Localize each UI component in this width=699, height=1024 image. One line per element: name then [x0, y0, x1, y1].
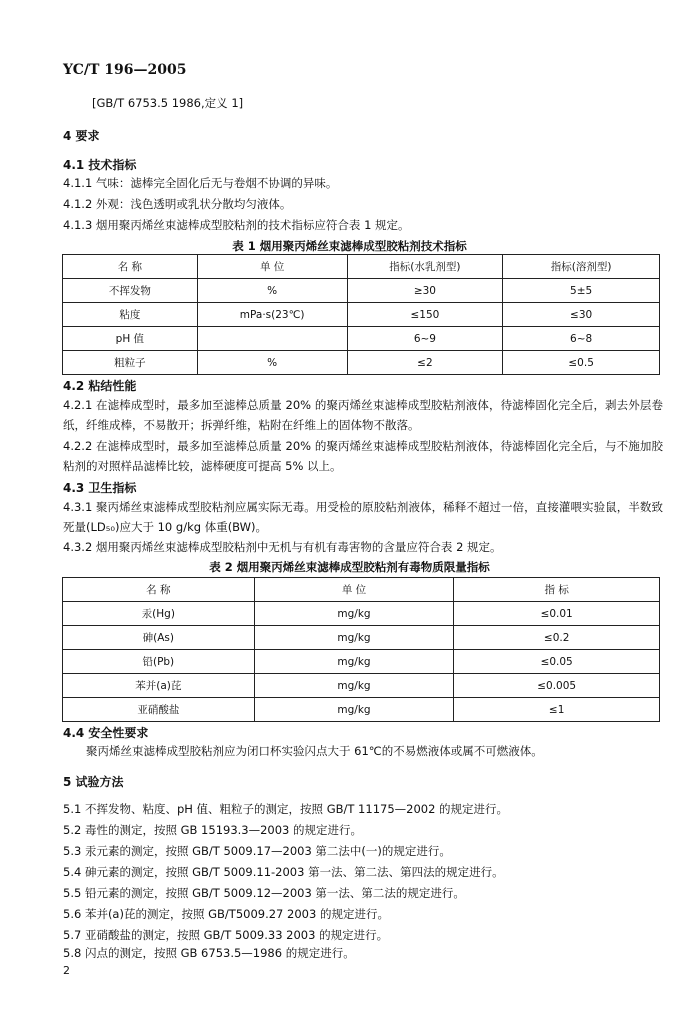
standard-code: YC/T 196—2005	[63, 62, 187, 78]
table-1	[62, 254, 660, 375]
table-cell: 汞(Hg)	[63, 602, 255, 626]
table-cell: 6~8	[503, 327, 660, 351]
section-4-4-title: 4.4 安全性要求	[63, 726, 149, 740]
table-cell: mPa·s(23℃)	[197, 303, 347, 327]
table-cell	[197, 327, 347, 351]
table-row	[63, 351, 660, 375]
table-cell: 铅(Pb)	[63, 650, 255, 674]
table-cell: ≥30	[347, 279, 503, 303]
table-cell: mg/kg	[254, 674, 454, 698]
reference-note: [GB/T 6753.5 1986,定义 1]	[92, 96, 244, 110]
table-header-cell: 名 称	[63, 255, 198, 279]
table-header-cell: 指标(水乳剂型)	[347, 255, 503, 279]
clause-4-3-1: 4.3.1 聚丙烯丝束滤棒成型胶粘剂应属实际无毒。用受检的原胶粘剂液体，稀释不超过一倍，直接灌喂实验鼠，半数致死量(LD₅₀)应大于 10 g/kg 体重(BW)。	[63, 500, 663, 534]
table-row	[63, 674, 660, 698]
clause-5-7: 5.7 亚硝酸盐的测定，按照 GB/T 5009.33 2003 的规定进行。	[63, 928, 389, 942]
clause-5-4: 5.4 砷元素的测定，按照 GB/T 5009.11-2003 第一法、第二法、第四法的规定进行。	[63, 865, 504, 879]
section-4-1-title: 4.1 技术指标	[63, 158, 137, 172]
section-4-3-title: 4.3 卫生指标	[63, 481, 137, 495]
table-row	[63, 279, 660, 303]
table-header-row	[63, 578, 660, 602]
table-cell: ≤150	[347, 303, 503, 327]
clause-4-2-2: 4.2.2 在滤棒成型时，最多加至滤棒总质量 20% 的聚丙烯丝束滤棒成型胶粘剂液体，待滤棒固化完全后，与不施加胶粘剂的对照样品滤棒比较，滤棒硬度可提高 5% 以上。	[63, 439, 663, 473]
table-cell: mg/kg	[254, 626, 454, 650]
clause-4-1-3: 4.1.3 烟用聚丙烯丝束滤棒成型胶粘剂的技术指标应符合表 1 规定。	[63, 218, 410, 232]
table-header-row	[63, 255, 660, 279]
table-header-cell: 指 标	[454, 578, 660, 602]
table-cell: ≤30	[503, 303, 660, 327]
table-row	[63, 327, 660, 351]
table-row	[63, 626, 660, 650]
table-2-caption: 表 2 烟用聚丙烯丝束滤棒成型胶粘剂有毒物质限量指标	[209, 560, 490, 574]
section-4-2-title: 4.2 粘结性能	[63, 379, 137, 393]
clause-4-2-1: 4.2.1 在滤棒成型时，最多加至滤棒总质量 20% 的聚丙烯丝束滤棒成型胶粘剂液体，待滤棒固化完全后，剥去外层卷纸，纤维成棒，不易散开；拆弹纤维，粘附在纤维上的固体物不散落。	[63, 398, 663, 432]
table-cell: 不挥发物	[63, 279, 198, 303]
table-cell: %	[197, 279, 347, 303]
table-row	[63, 303, 660, 327]
clause-5-6: 5.6 苯并(a)芘的测定，按照 GB/T5009.27 2003 的规定进行。	[63, 907, 389, 921]
table-cell: ≤0.2	[454, 626, 660, 650]
clause-4-1-1: 4.1.1 气味：滤棒完全固化后无与卷烟不协调的异味。	[63, 176, 338, 190]
table-cell: 6~9	[347, 327, 503, 351]
clause-4-3-2: 4.3.2 烟用聚丙烯丝束滤棒成型胶粘剂中无机与有机有毒害物的含量应符合表 2 规定。	[63, 540, 502, 554]
table-cell: 亚硝酸盐	[63, 698, 255, 722]
table-cell: 粘度	[63, 303, 198, 327]
table-row	[63, 698, 660, 722]
table-header-cell: 名 称	[63, 578, 255, 602]
section-5-title: 5 试验方法	[63, 775, 124, 789]
table-cell: ≤0.005	[454, 674, 660, 698]
page-number: 2	[63, 964, 70, 977]
section-4-title: 4 要求	[63, 129, 100, 143]
table-cell: 苯并(a)芘	[63, 674, 255, 698]
table-cell: 砷(As)	[63, 626, 255, 650]
table-cell: pH 值	[63, 327, 198, 351]
table-cell: 粗粒子	[63, 351, 198, 375]
table-header-cell: 单 位	[254, 578, 454, 602]
table-cell: ≤0.5	[503, 351, 660, 375]
clause-5-5: 5.5 铅元素的测定，按照 GB/T 5009.12—2003 第一法、第二法的规定进行。	[63, 886, 465, 900]
table-row	[63, 650, 660, 674]
table-header-cell: 指标(溶剂型)	[503, 255, 660, 279]
table-1-caption: 表 1 烟用聚丙烯丝束滤棒成型胶粘剂技术指标	[232, 239, 467, 253]
table-cell: %	[197, 351, 347, 375]
clause-5-8: 5.8 闪点的测定，按照 GB 6753.5—1986 的规定进行。	[63, 946, 355, 960]
table-row	[63, 602, 660, 626]
clause-5-1: 5.1 不挥发物、粘度、pH 值、粗粒子的测定，按照 GB/T 11175—2002 的规定进行。	[63, 802, 509, 816]
table-cell: ≤0.01	[454, 602, 660, 626]
table-cell: mg/kg	[254, 650, 454, 674]
table-2	[62, 577, 660, 722]
table-cell: ≤1	[454, 698, 660, 722]
clause-5-3: 5.3 汞元素的测定，按照 GB/T 5009.17—2003 第二法中(一)的规定进行。	[63, 844, 451, 858]
table-cell: mg/kg	[254, 602, 454, 626]
table-cell: 5±5	[503, 279, 660, 303]
clause-4-1-2: 4.1.2 外观：浅色透明或乳状分散均匀液体。	[63, 197, 292, 211]
table-cell: ≤0.05	[454, 650, 660, 674]
table-cell: ≤2	[347, 351, 503, 375]
clause-5-2: 5.2 毒性的测定，按照 GB 15193.3—2003 的规定进行。	[63, 823, 363, 837]
table-header-cell: 单 位	[197, 255, 347, 279]
clause-4-4-body: 聚丙烯丝束滤棒成型胶粘剂应为闭口杯实验闪点大于 61℃的不易燃液体或属不可燃液体。	[86, 744, 543, 758]
table-cell: mg/kg	[254, 698, 454, 722]
